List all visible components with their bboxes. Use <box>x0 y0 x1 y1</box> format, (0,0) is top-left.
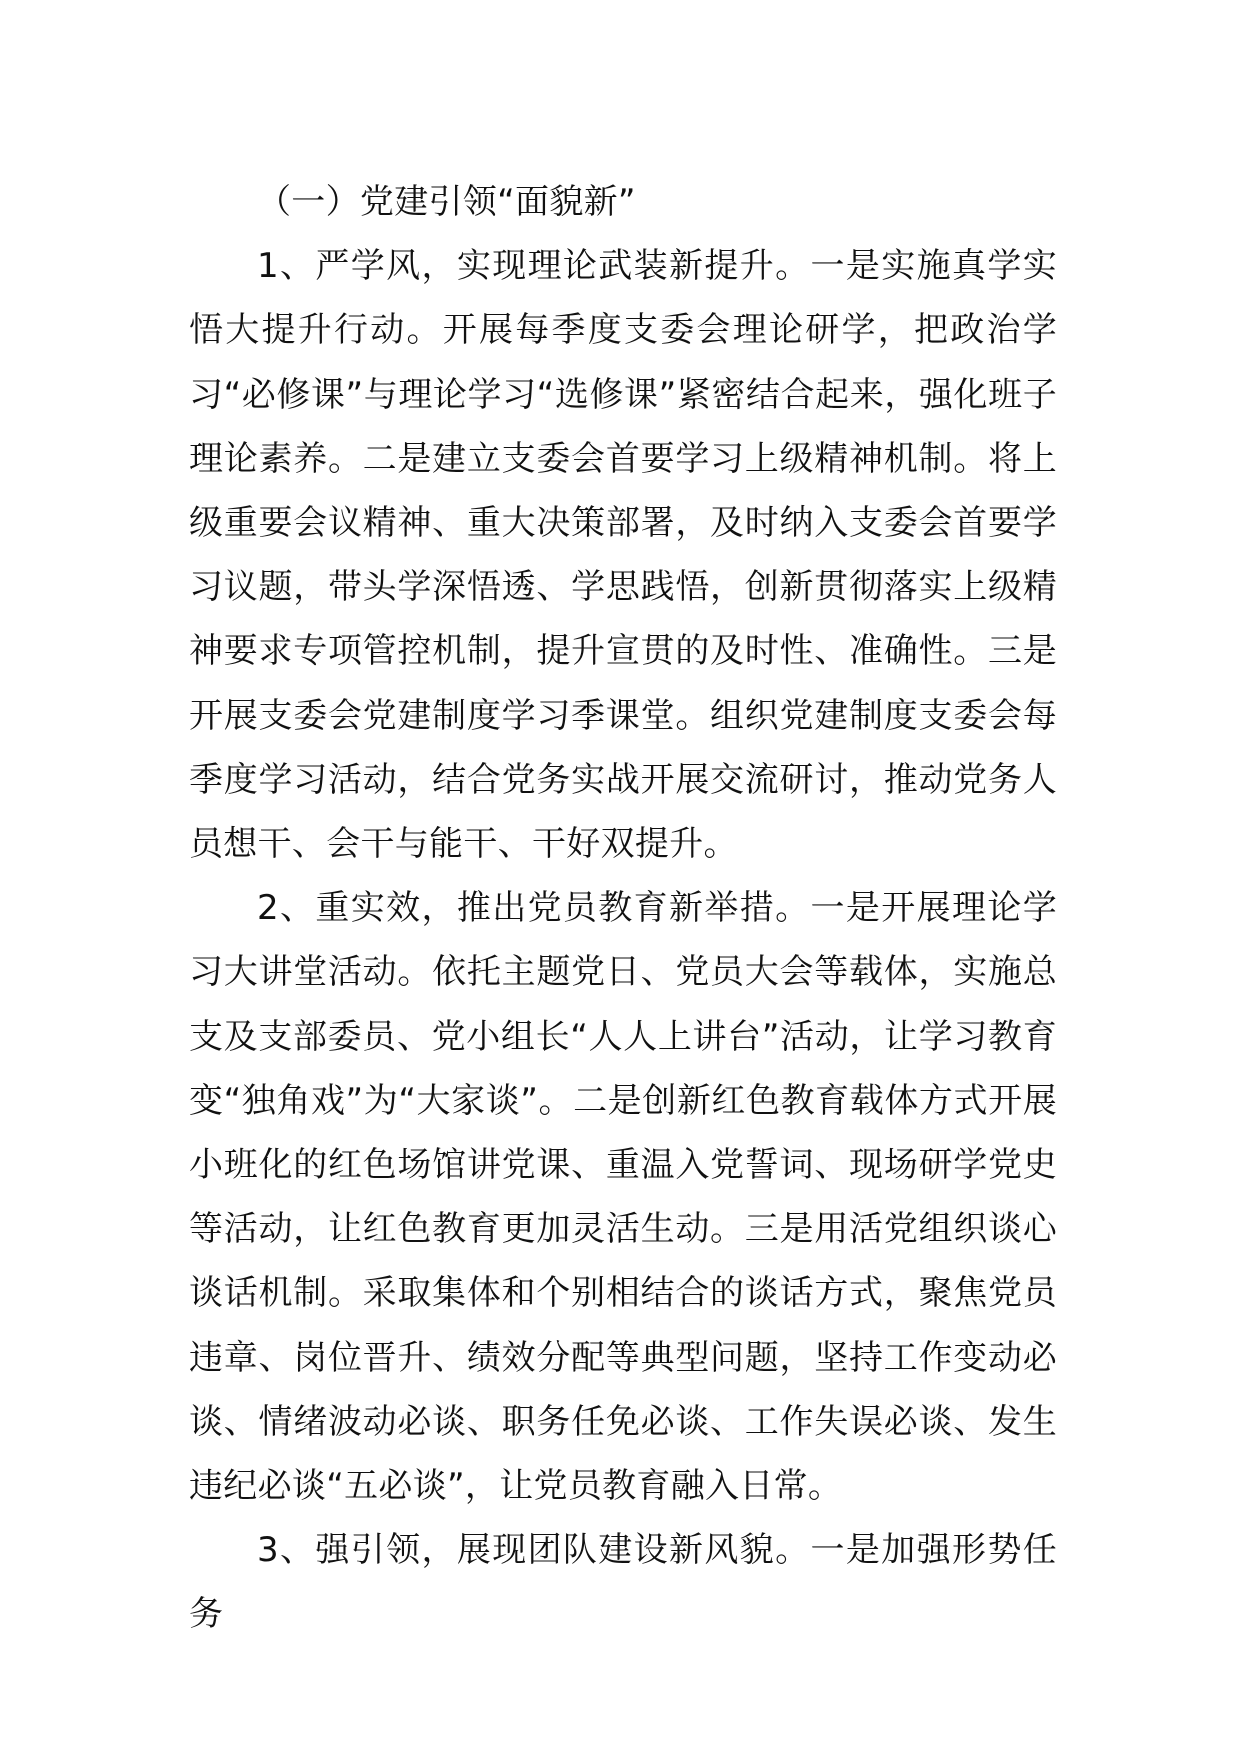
document-page <box>189 170 1057 1647</box>
paragraph-1: 1、严学风，实现理论武装新提升。一是实施真学实悟大提升行动。开展每季度支委会理论研学，把政治学习“必修课”与理论学习“选修课”紧密结合起来，强化班子理论素养。二是建立支委会首要学习上级精神机制。将上级重要会议精神、重大决策部署，及时纳入支委会首要学习议题，带头学深悟透、学思践悟，创新贯彻落实上级精神要求专项管控机制，提升宣贯的及时性、准确性。三是开展支委会党建制度学习季课堂。组织党建制度支委会每季度学习活动，结合党务实战开展交流研讨，推动党务人员想干、会干与能干、干好双提升。 <box>189 246 1057 865</box>
paragraph-3: 3、强引领，展现团队建设新风貌。一是加强形势任务 <box>189 1530 1057 1635</box>
section-heading: （一）党建引领“面貌新” <box>257 182 636 222</box>
paragraph-2: 2、重实效，推出党员教育新举措。一是开展理论学习大讲堂活动。依托主题党日、党员大会等载体，实施总支及支部委员、党小组长“人人上讲台”活动，让学习教育变“独角戏”为“大家谈”。二是创新红色教育载体方式开展小班化的红色场馆讲党课、重温入党誓词、现场研学党史等活动，让红色教育更加灵活生动。三是用活党组织谈心谈话机制。采取集体和个别相结合的谈话方式，聚焦党员违章、岗位晋升、绩效分配等典型问题，坚持工作变动必谈、情绪波动必谈、职务任免必谈、工作失误必谈、发生违纪必谈“五必谈”，让党员教育融入日常。 <box>189 888 1057 1507</box>
